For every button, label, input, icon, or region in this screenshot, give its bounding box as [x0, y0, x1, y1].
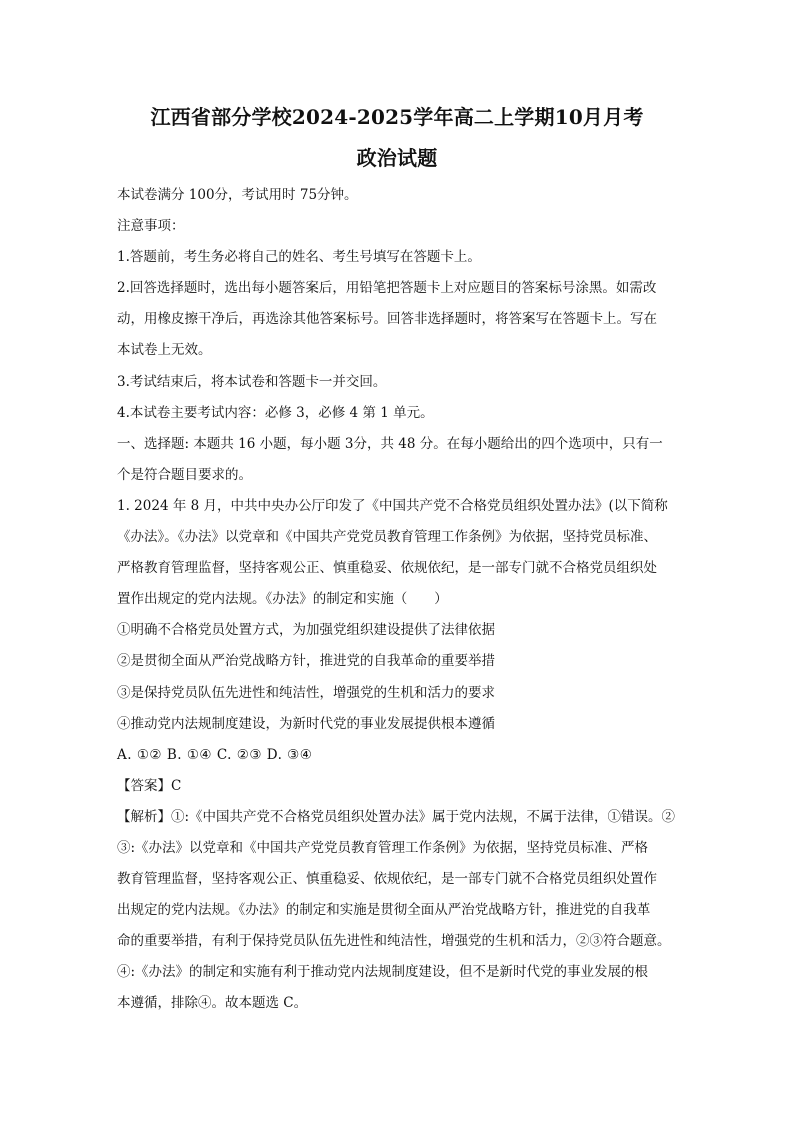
exam-body — [117, 184, 682, 1024]
analysis-label: 【解析】 — [117, 808, 171, 825]
option-statement-1: ①明确不合格党员处置方式，为加强党组织建设提供了法律依据 — [117, 622, 495, 639]
analysis-line-7: 本遵循，排除④。故本题选 C。 — [117, 995, 308, 1012]
note-2-line-3: 本试卷上无效。 — [117, 342, 212, 359]
analysis-line-4: 出规定的党内法规。《办法》的制定和实施是贯彻全面从严治党战略方针，推进党的自我革 — [117, 902, 651, 919]
note-2-line-2: 动，用橡皮擦干净后，再选涂其他答案标号。回答非选择题时，将答案写在答题卡上。写在 — [117, 311, 657, 328]
note-2-line-1: 2.回答选择题时，选出每小题答案后，用铅笔把答题卡上对应题目的答案标号涂黑。如需改 — [117, 280, 657, 297]
notes-heading: 注意事项： — [117, 218, 185, 235]
exam-title: 江西省部分学校2024-2025学年高二上学期10月月考 — [150, 105, 644, 129]
option-statement-2: ②是贯彻全面从严治党战略方针，推进党的自我革命的重要举措 — [117, 653, 495, 670]
analysis-line-1 — [117, 806, 682, 837]
section-1-heading-line-2: 个是符合题目要求的。 — [117, 466, 252, 483]
note-1: 1.答题前，考生务必将自己的姓名、考生号填写在答题卡上。 — [117, 249, 481, 266]
answer-line — [117, 775, 682, 806]
section-1-heading-line-1: 一、选择题: 本题共 16 小题，每小题 3分，共 48 分。在每小题给出的四个选项中，只有一 — [117, 435, 663, 452]
note-4: 4.本试卷主要考试内容：必修 3，必修 4 第 1 单元。 — [117, 404, 434, 421]
analysis-line-2: ③:《办法》以党章和《中国共产党党员教育管理工作条例》为依据，坚持党员标准、严格 — [117, 839, 649, 856]
note-3: 3.考试结束后，将本试卷和答题卡一并交回。 — [117, 373, 387, 390]
answer-choices: A. ①② B. ①④ C. ②③ D. ③④ — [117, 746, 313, 763]
analysis-line-3: 教育管理监督，坚持客观公正、慎重稳妥、依规依纪，是一部专门就不合格党员组织处置作 — [117, 871, 657, 888]
answer-value: C — [171, 777, 182, 794]
exam-subject-title: 政治试题 — [356, 146, 438, 170]
analysis-line-6: ④:《办法》的制定和实施有利于推动党内法规制度建设，但不是新时代党的事业发展的根 — [117, 964, 649, 981]
score-time-line: 本试卷满分 100分，考试用时 75分钟。 — [117, 187, 358, 203]
question-1-line-3: 严格教育管理监督，坚持客观公正、慎重稳妥、依规依纪，是一部专门就不合格党员组织处 — [117, 560, 657, 577]
question-1-line-2: 《办法》。《办法》以党章和《中国共产党党员教育管理工作条例》为依据，坚持党员标准、 — [117, 529, 657, 546]
analysis-text-1: ①:《中国共产党不合格党员组织处置办法》属于党内法规，不属于法律，①错误。② — [171, 808, 676, 825]
question-1-line-1: 1. 2024 年 8 月，中共中央办公厅印发了《中国共产党不合格党员组织处置办法》(以下简称 — [117, 497, 668, 514]
option-statement-3: ③是保持党员队伍先进性和纯洁性，增强党的生机和活力的要求 — [117, 684, 495, 701]
analysis-line-5: 命的重要举措，有利于保持党员队伍先进性和纯洁性，增强党的生机和活力，②③符合题意。 — [117, 933, 671, 950]
option-statement-4: ④推动党内法规制度建设，为新时代党的事业发展提供根本遵循 — [117, 715, 495, 732]
question-1-line-4: 置作出规定的党内法规。《办法》的制定和实施（ ） — [117, 591, 448, 608]
answer-label: 【答案】 — [117, 777, 171, 794]
